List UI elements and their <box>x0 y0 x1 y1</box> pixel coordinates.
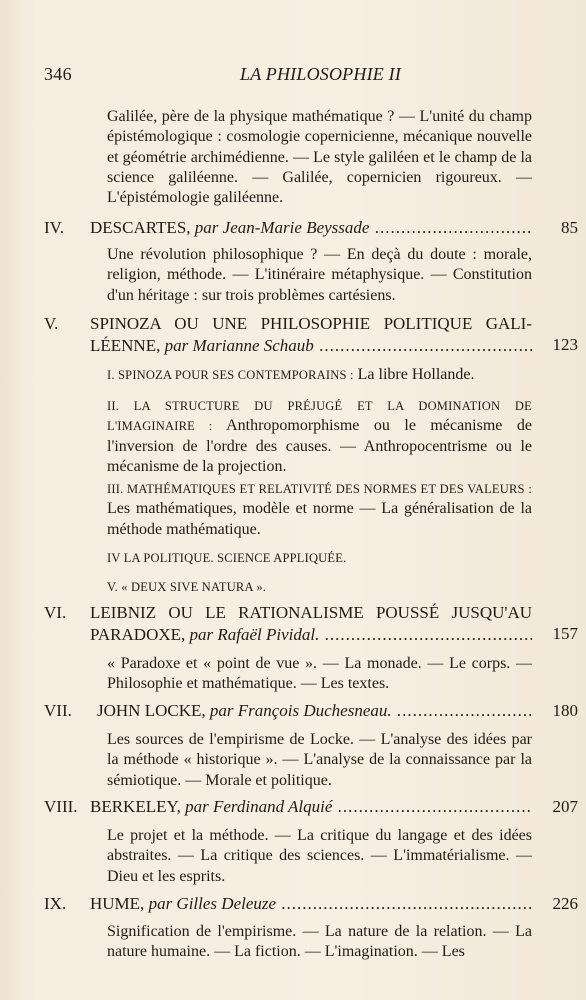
chapter-title <box>97 700 532 722</box>
section-text: Anthropomorphisme ou le mécanisme de l'inversion de l'ordre des causes. — Anthropocentrisme ou le mécanisme de la projection. <box>107 417 532 475</box>
chapter-page: 226 <box>552 894 578 913</box>
chapter-title <box>90 602 532 646</box>
intro-paragraph: Galilée, père de la physique mathématique ? — L'unité du champ épistémologique : cosmologie copernicienne, mécanique nouvelle et géométrie archimédienne. — Le style galiléen et le champ de la science galiléenne. — Galilée, copernicien rigoureux. — L'épistémologie galiléenne. <box>107 108 532 207</box>
chapter-page: 207 <box>552 797 578 816</box>
section-text: La libre Hollande. <box>357 366 475 383</box>
chapter-name-line1: SPINOZA OU UNE PHILOSOPHIE POLITIQUE GALI- <box>90 314 532 333</box>
chapter-page: 85 <box>561 218 578 237</box>
chapter-name: DESCARTES, <box>90 218 191 237</box>
chapter-author: par Jean-Marie Beyssade <box>194 218 370 237</box>
chapter-name: HUME, <box>90 894 145 913</box>
chapter-name-line1: LEIBNIZ OU LE RATIONALISME POUSSÉ JUSQU'AU <box>90 603 532 622</box>
section-label: II. LA STRUCTURE DU PRÉJUGÉ ET LA DOMINATION DE L'IMAGINAIRE : <box>107 399 532 434</box>
chapter-summary: Signification de l'empirisme. — La nature de la relation. — La nature humaine. — La fiction. — L'imagination. — Les <box>107 923 532 961</box>
chapter-title <box>90 217 532 239</box>
chapter-title <box>90 313 532 357</box>
chapter-number: VII. <box>44 701 72 720</box>
chapter-name: JOHN LOCKE, <box>97 701 206 720</box>
chapter-number: V. <box>44 314 59 333</box>
chapter-page: 180 <box>552 701 578 720</box>
chapter-summary: Le projet et la méthode. — La critique du langage et des idées abstraites. — La critique des sciences. — L'immatérialisme. — Dieu et les esprits. <box>107 827 532 885</box>
chapter-number: IV. <box>44 218 64 237</box>
chapter-title <box>90 893 532 915</box>
chapter-summary: « Paradoxe et « point de vue ». — La monade. — Le corps. — Philosophie et mathématique. — Les textes. <box>107 655 532 693</box>
chapter-author: par Gilles Deleuze <box>148 894 277 913</box>
chapter-author: par Rafaël Pividal. <box>189 625 320 644</box>
chapter-name-line2: PARADOXE, <box>90 625 186 644</box>
running-head: LA PHILOSOPHIE II <box>240 64 402 84</box>
section-label: V. « DEUX SIVE NATURA ». <box>107 580 267 594</box>
chapter-number: VIII. <box>44 797 78 816</box>
chapter-number: IX. <box>44 894 67 913</box>
section-item <box>107 479 532 540</box>
chapter-page: 157 <box>552 624 578 643</box>
chapter-name-line2: LÉENNE, <box>90 336 161 355</box>
section-item <box>107 365 532 385</box>
chapter-author: par Ferdinand Alquié <box>185 797 333 816</box>
chapter-summary: Une révolution philosophique ? — En deçà du doute : morale, religion, méthode. — L'itinéraire métaphysique. — Constitution d'un héritage : sur trois problèmes cartésiens. <box>107 246 532 304</box>
page-number: 346 <box>44 64 72 84</box>
chapter-author: par François Duchesneau. <box>209 701 392 720</box>
section-label: III. MATHÉMATIQUES ET RELATIVITÉ DES NORMES ET DES VALEURS : <box>107 482 532 496</box>
chapter-number: VI. <box>44 603 67 622</box>
section-item <box>107 577 532 597</box>
chapter-author: par Marianne Schaub <box>164 336 314 355</box>
chapter-summary: Les sources de l'empirisme de Locke. — L'analyse des idées par la méthode « historique ». — L'analyse de la connaissance par la sémiotique. — Morale et politique. <box>107 731 532 789</box>
chapter-title <box>90 796 532 818</box>
page-header <box>44 64 572 90</box>
section-item <box>107 396 532 477</box>
chapter-name: BERKELEY, <box>90 797 181 816</box>
section-text: Les mathématiques, modèle et norme — La généralisation de la méthode mathématique. <box>107 500 532 538</box>
section-label: I. SPINOZA POUR SES CONTEMPORAINS : <box>107 368 354 382</box>
chapter-page: 123 <box>552 335 578 354</box>
section-label: IV LA POLITIQUE. SCIENCE APPLIQUÉE. <box>107 551 347 565</box>
section-item <box>107 548 532 568</box>
